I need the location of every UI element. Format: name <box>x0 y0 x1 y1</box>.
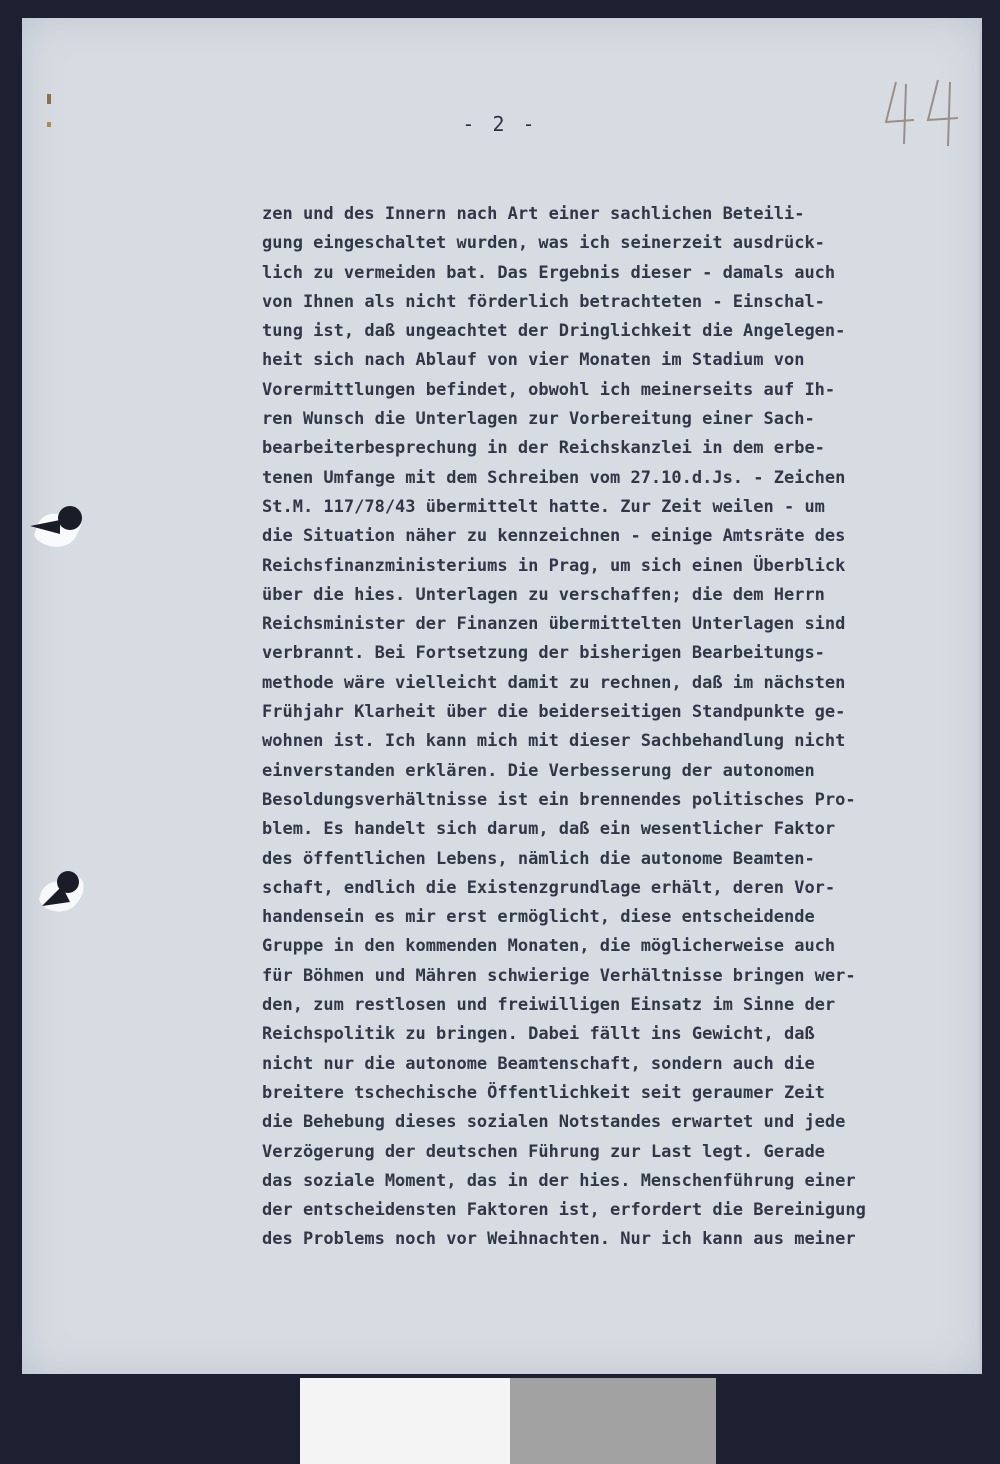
text-line: Gruppe in den kommenden Monaten, die möglicherweise auch <box>262 936 836 957</box>
text-line: Vorermittlungen befindet, obwohl ich meinerseits auf Ih- <box>262 379 836 400</box>
paper-edge <box>979 18 982 1374</box>
calibration-white-patch <box>300 1378 510 1464</box>
letter-body-text <box>262 200 972 1255</box>
handwritten-folio-number <box>878 74 968 154</box>
punch-hole-icon <box>32 866 88 916</box>
text-line: verbrannt. Bei Fortsetzung der bisherigen Bearbeitungs- <box>262 643 825 664</box>
text-line: die Behebung dieses sozialen Notstandes erwartet und jede <box>262 1112 846 1133</box>
text-line: Reichspolitik zu bringen. Dabei fällt ins Gewicht, daß <box>262 1024 815 1045</box>
text-line: St.M. 117/78/43 übermittelt hatte. Zur Zeit weilen - um <box>262 496 825 517</box>
text-line: wohnen ist. Ich kann mich mit dieser Sachbehandlung nicht <box>262 731 846 752</box>
punch-hole-icon <box>26 500 86 556</box>
text-line: gung eingeschaltet wurden, was ich seinerzeit ausdrück- <box>262 233 825 254</box>
text-line: Reichsminister der Finanzen übermittelten Unterlagen sind <box>262 614 846 635</box>
text-line: für Böhmen und Mähren schwierige Verhältnisse bringen wer- <box>262 965 856 986</box>
text-line: der entscheidensten Faktoren ist, erfordert die Bereinigung <box>262 1200 866 1221</box>
text-line: methode wäre vielleicht damit zu rechnen, daß im nächsten <box>262 672 846 693</box>
text-line: über die hies. Unterlagen zu verschaffen; die dem Herrn <box>262 584 825 605</box>
text-line: zen und des Innern nach Art einer sachlichen Beteili- <box>262 204 805 224</box>
text-line: Besoldungsverhältnisse ist ein brennendes politisches Pro- <box>262 789 856 810</box>
text-line: die Situation näher zu kennzeichnen - einige Amtsräte des <box>262 526 846 547</box>
text-line: handensein es mir erst ermöglicht, diese entscheidende <box>262 907 815 928</box>
text-line: tung ist, daß ungeachtet der Dringlichkeit die Angelegen- <box>262 321 846 342</box>
text-line: von Ihnen als nicht förderlich betrachteten - Einschal- <box>262 291 825 312</box>
text-line: Reichsfinanzministeriums in Prag, um sich einen Überblick <box>262 555 846 576</box>
folio-handwriting-icon <box>878 74 968 154</box>
text-line: einverstanden erklären. Die Verbesserung der autonomen <box>262 760 815 781</box>
text-line: des Problems noch vor Weihnachten. Nur ich kann aus meiner <box>262 1229 856 1250</box>
text-line: lich zu vermeiden bat. Das Ergebnis dieser - damals auch <box>262 262 836 283</box>
text-line: den, zum restlosen und freiwilligen Einsatz im Sinne der <box>262 995 836 1016</box>
calibration-grey-patch <box>510 1378 716 1464</box>
page-number: - 2 - <box>462 112 538 136</box>
text-line: des öffentlichen Lebens, nämlich die autonome Beamten- <box>262 848 815 869</box>
text-line: tenen Umfange mit dem Schreiben vom 27.10.d.Js. - Zeichen <box>262 467 846 488</box>
text-line: Frühjahr Klarheit über die beiderseitigen Standpunkte ge- <box>262 702 846 723</box>
text-line: bearbeiterbesprechung in der Reichskanzlei in dem erbe- <box>262 438 825 459</box>
text-line: heit sich nach Ablauf von vier Monaten im Stadium von <box>262 350 805 371</box>
text-line: das soziale Moment, das in der hies. Menschenführung einer <box>262 1170 856 1191</box>
scan-calibration-strip <box>300 1378 716 1464</box>
text-line: breitere tschechische Öffentlichkeit seit geraumer Zeit <box>262 1082 825 1103</box>
text-line: nicht nur die autonome Beamtenschaft, sondern auch die <box>262 1053 815 1074</box>
text-line: blem. Es handelt sich darum, daß ein wesentlicher Faktor <box>262 819 836 840</box>
text-line: schaft, endlich die Existenzgrundlage erhält, deren Vor- <box>262 877 836 898</box>
text-line: ren Wunsch die Unterlagen zur Vorbereitung einer Sach- <box>262 409 815 430</box>
text-line: Verzögerung der deutschen Führung zur Last legt. Gerade <box>262 1141 825 1162</box>
